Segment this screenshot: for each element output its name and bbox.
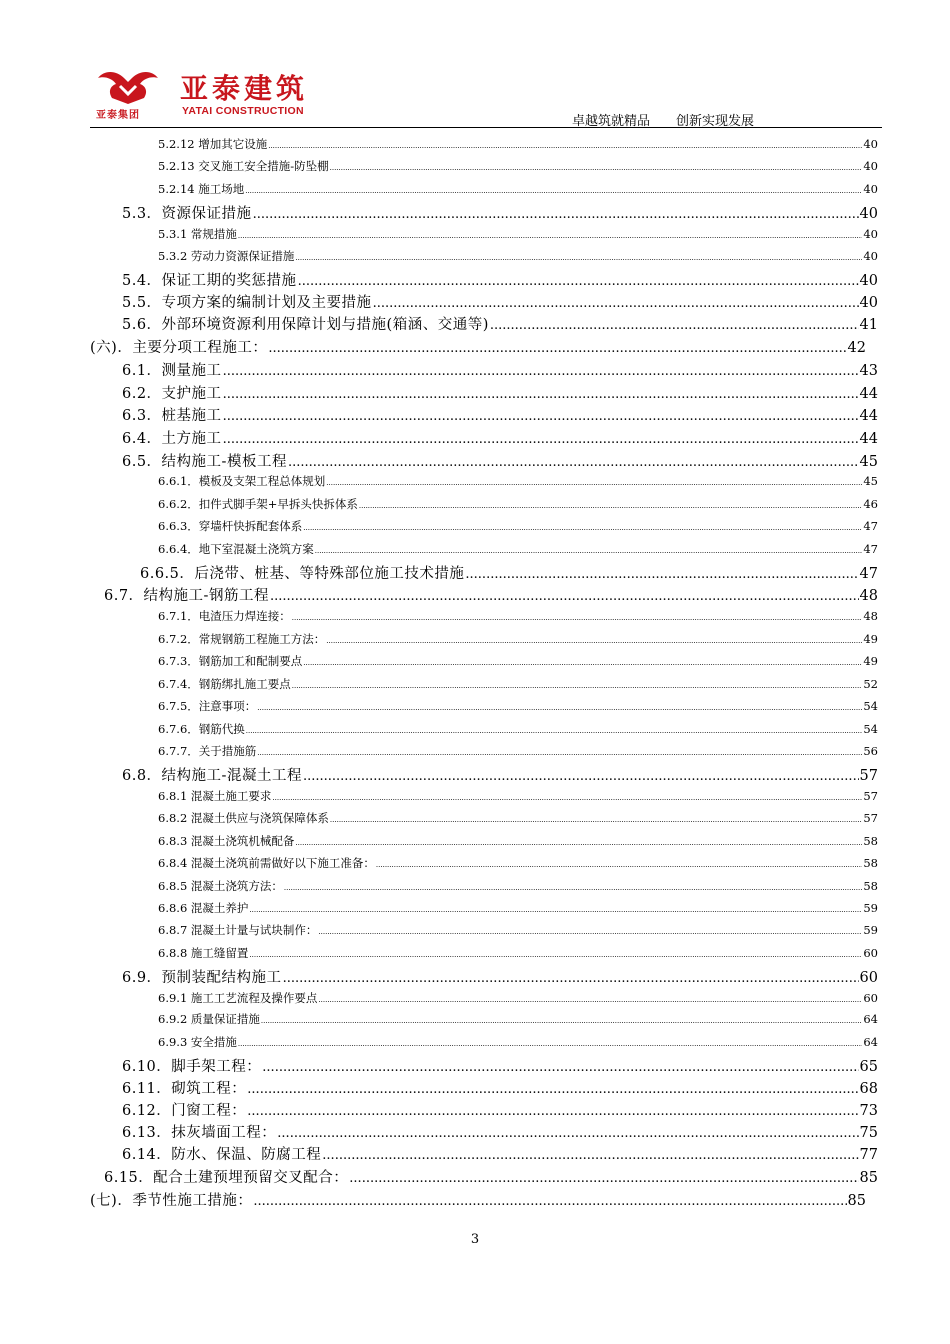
toc-entry-title: 6.8.3 混凝土浇筑机械配备 bbox=[158, 834, 295, 848]
toc-entry-title: 6.5．结构施工-模板工程 bbox=[122, 454, 287, 470]
toc-entry-page: 48 bbox=[863, 609, 878, 623]
toc-entry-title: 6.10．脚手架工程： bbox=[122, 1059, 262, 1075]
toc-entry-page: 58 bbox=[863, 879, 878, 893]
toc-entry[interactable] bbox=[122, 404, 878, 425]
toc-entry-page: 59 bbox=[863, 901, 878, 915]
toc-entry[interactable] bbox=[158, 855, 878, 871]
toc-entry-title: 6.13．抹灰墙面工程： bbox=[122, 1125, 277, 1141]
toc-dot-leader bbox=[373, 296, 859, 311]
toc-entry-page: 65 bbox=[859, 1059, 878, 1075]
toc-dot-leader bbox=[330, 816, 862, 824]
toc-dot-leader bbox=[359, 502, 862, 510]
toc-entry-title: 6.8.1 混凝土施工要求 bbox=[158, 789, 272, 803]
logo-english-text: YATAI CONSTRUCTION bbox=[182, 105, 304, 117]
toc-entry-page: 49 bbox=[863, 632, 878, 646]
toc-entry-page: 46 bbox=[863, 497, 878, 511]
toc-dot-leader bbox=[288, 455, 859, 470]
toc-dot-leader bbox=[318, 928, 862, 936]
toc-entry-page: 52 bbox=[863, 677, 878, 691]
toc-dot-leader bbox=[246, 727, 863, 735]
toc-dot-leader bbox=[223, 409, 859, 424]
toc-entry[interactable] bbox=[158, 496, 878, 512]
toc-entry-title: 6.1．测量施工 bbox=[122, 363, 222, 379]
toc-entry-title: 6.8.6 混凝土养护 bbox=[158, 901, 249, 915]
toc-entry-title: 6.2．支护施工 bbox=[122, 386, 222, 402]
toc-entry[interactable] bbox=[158, 518, 878, 534]
toc-entry-page: 44 bbox=[859, 431, 878, 447]
toc-entry-page: 45 bbox=[863, 474, 878, 488]
toc-entry[interactable] bbox=[158, 473, 878, 489]
toc-entry-page: 64 bbox=[863, 1012, 878, 1026]
toc-entry-title: (七)．季节性施工措施： bbox=[90, 1193, 253, 1209]
toc-dot-leader bbox=[223, 387, 859, 402]
toc-entry-title: 6.7.7．关于措施筋 bbox=[158, 744, 257, 758]
toc-entry-page: 47 bbox=[863, 542, 878, 556]
toc-entry-page: 40 bbox=[859, 206, 878, 222]
toc-entry-title: 5.6．外部环境资源利用保障计划与措施(箱涵、交通等) bbox=[122, 317, 489, 333]
toc-entry[interactable] bbox=[158, 810, 878, 826]
toc-dot-leader bbox=[490, 318, 859, 333]
toc-entry-page: 41 bbox=[859, 317, 878, 333]
toc-entry-page: 42 bbox=[847, 340, 866, 356]
toc-entry-page: 58 bbox=[863, 856, 878, 870]
toc-entry-title: 6.7．结构施工-钢筋工程 bbox=[104, 588, 269, 604]
toc-entry-title: 6.6.4．地下室混凝土浇筑方案 bbox=[158, 542, 314, 556]
toc-entry-title: 6.3．桩基施工 bbox=[122, 408, 222, 424]
toc-entry-title: 6.6.5．后浇带、桩基、等特殊部位施工技术措施 bbox=[140, 566, 465, 582]
toc-dot-leader bbox=[245, 187, 862, 195]
toc-entry[interactable] bbox=[158, 900, 878, 916]
toc-entry-page: 85 bbox=[847, 1193, 866, 1209]
toc-entry-page: 60 bbox=[863, 991, 878, 1005]
toc-dot-leader bbox=[303, 524, 862, 532]
toc-entry-title: 6.6.3．穿墙杆快拆配套体系 bbox=[158, 519, 303, 533]
toc-entry[interactable] bbox=[122, 427, 878, 448]
toc-entry[interactable] bbox=[158, 922, 878, 938]
toc-entry-title: 6.8.2 混凝土供应与浇筑保障体系 bbox=[158, 811, 329, 825]
toc-entry-page: 40 bbox=[863, 159, 878, 173]
toc-entry[interactable] bbox=[158, 676, 878, 692]
toc-entry[interactable] bbox=[158, 631, 878, 647]
toc-dot-leader bbox=[295, 254, 862, 262]
toc-entry[interactable] bbox=[158, 248, 878, 264]
toc-dot-leader bbox=[262, 1060, 858, 1075]
toc-dot-leader bbox=[238, 1040, 862, 1048]
toc-entry-page: 44 bbox=[859, 386, 878, 402]
toc-entry-page: 73 bbox=[859, 1103, 878, 1119]
toc-entry-title: 6.12．门窗工程： bbox=[122, 1103, 247, 1119]
toc-entry-page: 57 bbox=[863, 789, 878, 803]
toc-entry-page: 43 bbox=[859, 363, 878, 379]
toc-dot-leader bbox=[330, 164, 863, 172]
page-number: 3 bbox=[470, 1232, 480, 1247]
toc-entry-title: 6.7.4．钢筋绑扎施工要点 bbox=[158, 677, 291, 691]
toc-entry-title: 5.3.1 常规措施 bbox=[158, 227, 237, 241]
toc-entry-title: 6.9．预制装配结构施工 bbox=[122, 970, 282, 986]
toc-dot-leader bbox=[349, 1171, 858, 1186]
toc-entry-title: 5.2.12 增加其它设施 bbox=[158, 137, 268, 151]
toc-entry-page: 57 bbox=[863, 811, 878, 825]
toc-entry-page: 85 bbox=[859, 1170, 878, 1186]
toc-entry-page: 40 bbox=[863, 249, 878, 263]
toc-entry[interactable] bbox=[122, 269, 878, 290]
toc-entry[interactable] bbox=[122, 1055, 878, 1076]
toc-entry-title: 6.7.2．常规钢筋工程施工方法： bbox=[158, 632, 326, 646]
toc-entry[interactable] bbox=[122, 359, 878, 380]
toc-dot-leader bbox=[272, 794, 862, 802]
toc-entry-page: 40 bbox=[859, 273, 878, 289]
toc-entry-title: 6.6.2．扣件式脚手架+早拆头快拆体系 bbox=[158, 497, 358, 511]
toc-entry[interactable] bbox=[122, 1099, 878, 1120]
toc-entry[interactable] bbox=[158, 181, 878, 197]
toc-entry-title: 6.4．土方施工 bbox=[122, 431, 222, 447]
toc-entry[interactable] bbox=[158, 743, 878, 759]
toc-entry-page: 49 bbox=[863, 654, 878, 668]
toc-entry[interactable] bbox=[158, 721, 878, 737]
page-header bbox=[90, 66, 882, 130]
toc-entry-page: 64 bbox=[863, 1035, 878, 1049]
toc-entry-page: 75 bbox=[859, 1125, 878, 1141]
toc-entry[interactable] bbox=[90, 336, 866, 357]
toc-entry-title: 5.3．资源保证措施 bbox=[122, 206, 252, 222]
toc-entry-title: 6.7.3．钢筋加工和配制要点 bbox=[158, 654, 303, 668]
toc-entry[interactable] bbox=[158, 608, 878, 624]
toc-entry-page: 40 bbox=[863, 182, 878, 196]
toc-dot-leader bbox=[326, 479, 862, 487]
logo-chinese-text: 亚泰建筑 bbox=[180, 72, 309, 105]
toc-entry-page: 44 bbox=[859, 408, 878, 424]
toc-entry-title: 6.11．砌筑工程： bbox=[122, 1081, 247, 1097]
toc-entry[interactable] bbox=[158, 541, 878, 557]
toc-entry[interactable] bbox=[140, 562, 878, 583]
toc-entry-title: 6.7.5．注意事项： bbox=[158, 699, 257, 713]
toc-entry-page: 40 bbox=[863, 227, 878, 241]
toc-dot-leader bbox=[249, 951, 862, 959]
logo-group-text: 亚泰集团 bbox=[96, 110, 140, 121]
toc-entry[interactable] bbox=[90, 1189, 866, 1210]
toc-dot-leader bbox=[253, 1194, 846, 1209]
toc-dot-leader bbox=[318, 996, 862, 1004]
toc-dot-leader bbox=[326, 637, 862, 645]
toc-dot-leader bbox=[268, 142, 862, 150]
toc-entry-page: 45 bbox=[859, 454, 878, 470]
toc-dot-leader bbox=[303, 769, 859, 784]
toc-entry-title: 6.9.1 施工工艺流程及操作要点 bbox=[158, 991, 318, 1005]
toc-entry-title: 6.8.7 混凝土计量与试块制作： bbox=[158, 923, 318, 937]
toc-dot-leader bbox=[292, 614, 863, 622]
toc-dot-leader bbox=[303, 659, 862, 667]
toc-entry-title: 6.9.3 安全措施 bbox=[158, 1035, 237, 1049]
toc-dot-leader bbox=[249, 906, 862, 914]
toc-entry-title: 5.3.2 劳动力资源保证措施 bbox=[158, 249, 295, 263]
toc-dot-leader bbox=[238, 232, 862, 240]
toc-dot-leader bbox=[298, 274, 859, 289]
toc-entry-page: 58 bbox=[863, 834, 878, 848]
toc-entry-page: 57 bbox=[859, 768, 878, 784]
toc-entry[interactable] bbox=[122, 202, 878, 223]
toc-entry-title: 6.8.5 混凝土浇筑方法： bbox=[158, 879, 283, 893]
toc-dot-leader bbox=[270, 589, 859, 604]
toc-entry-page: 40 bbox=[863, 137, 878, 151]
toc-dot-leader bbox=[284, 884, 862, 892]
toc-dot-leader bbox=[268, 341, 846, 356]
toc-dot-leader bbox=[247, 1104, 858, 1119]
toc-entry[interactable] bbox=[158, 878, 878, 894]
toc-dot-leader bbox=[261, 1017, 862, 1025]
toc-entry-title: 5.2.14 施工场地 bbox=[158, 182, 245, 196]
toc-entry[interactable] bbox=[158, 698, 878, 714]
slogan-right: 创新实现发展 bbox=[675, 114, 754, 129]
toc-entry-page: 60 bbox=[859, 970, 878, 986]
toc-entry[interactable] bbox=[104, 1166, 878, 1187]
toc-entry-page: 60 bbox=[863, 946, 878, 960]
toc-dot-leader bbox=[376, 861, 862, 869]
toc-dot-leader bbox=[223, 364, 859, 379]
toc-entry[interactable] bbox=[158, 136, 878, 152]
toc-entry[interactable] bbox=[122, 450, 878, 471]
toc-dot-leader bbox=[315, 547, 863, 555]
toc-dot-leader bbox=[295, 839, 862, 847]
toc-entry-title: 6.7.6．钢筋代换 bbox=[158, 722, 245, 736]
toc-entry-title: 5.2.13 交叉施工安全措施-防坠棚 bbox=[158, 159, 329, 173]
toc-entry-page: 77 bbox=[859, 1147, 878, 1163]
toc-entry[interactable] bbox=[158, 158, 878, 174]
toc-entry-title: 6.6.1．模板及支架工程总体规划 bbox=[158, 474, 326, 488]
toc-entry-page: 56 bbox=[863, 744, 878, 758]
toc-entry-page: 54 bbox=[863, 722, 878, 736]
toc-entry[interactable] bbox=[158, 945, 878, 961]
toc-entry-title: 6.8．结构施工-混凝土工程 bbox=[122, 768, 302, 784]
toc-dot-leader bbox=[283, 971, 859, 986]
toc-entry-title: 6.14．防水、保温、防腐工程 bbox=[122, 1147, 322, 1163]
toc-entry-page: 68 bbox=[859, 1081, 878, 1097]
toc-entry-page: 47 bbox=[859, 566, 878, 582]
toc-dot-leader bbox=[247, 1082, 858, 1097]
toc-entry[interactable] bbox=[158, 1034, 878, 1050]
toc-entry-page: 47 bbox=[863, 519, 878, 533]
slogan-left: 卓越筑就精品 bbox=[571, 114, 650, 129]
toc-entry[interactable] bbox=[158, 788, 878, 804]
toc-dot-leader bbox=[257, 704, 862, 712]
toc-entry[interactable] bbox=[104, 584, 878, 605]
toc-entry[interactable] bbox=[122, 382, 878, 403]
toc-dot-leader bbox=[253, 207, 859, 222]
toc-entry[interactable] bbox=[122, 966, 878, 987]
toc-entry-title: 6.9.2 质量保证措施 bbox=[158, 1012, 260, 1026]
toc-dot-leader bbox=[465, 567, 858, 582]
toc-entry-title: 5.4．保证工期的奖惩措施 bbox=[122, 273, 297, 289]
toc-dot-leader bbox=[322, 1148, 858, 1163]
toc-entry-title: 6.8.8 施工缝留置 bbox=[158, 946, 249, 960]
toc-entry[interactable] bbox=[122, 764, 878, 785]
toc-entry[interactable] bbox=[122, 313, 878, 334]
toc-entry[interactable] bbox=[122, 1143, 878, 1164]
toc-entry[interactable] bbox=[158, 1011, 878, 1027]
toc-entry[interactable] bbox=[122, 1077, 878, 1098]
toc-entry-title: 5.5．专项方案的编制计划及主要措施 bbox=[122, 295, 372, 311]
toc-dot-leader bbox=[292, 682, 863, 690]
toc-entry[interactable] bbox=[158, 833, 878, 849]
toc-entry[interactable] bbox=[158, 226, 878, 242]
toc-entry[interactable] bbox=[122, 1121, 878, 1142]
toc-entry-page: 40 bbox=[859, 295, 878, 311]
toc-entry-page: 48 bbox=[859, 588, 878, 604]
toc-entry[interactable] bbox=[158, 653, 878, 669]
toc-entry-page: 54 bbox=[863, 699, 878, 713]
toc-entry[interactable] bbox=[122, 291, 878, 312]
toc-entry-page: 59 bbox=[863, 923, 878, 937]
toc-entry[interactable] bbox=[158, 990, 878, 1006]
toc-entry-title: 6.8.4 混凝土浇筑前需做好以下施工准备： bbox=[158, 856, 375, 870]
toc-dot-leader bbox=[257, 749, 862, 757]
toc-dot-leader bbox=[223, 432, 859, 447]
toc-dot-leader bbox=[277, 1126, 858, 1141]
toc-entry-title: (六)．主要分项工程施工： bbox=[90, 340, 268, 356]
header-rule bbox=[90, 127, 882, 128]
toc-entry-title: 6.7.1．电渣压力焊连接： bbox=[158, 609, 291, 623]
toc-entry-title: 6.15．配合土建预埋预留交叉配合： bbox=[104, 1170, 349, 1186]
